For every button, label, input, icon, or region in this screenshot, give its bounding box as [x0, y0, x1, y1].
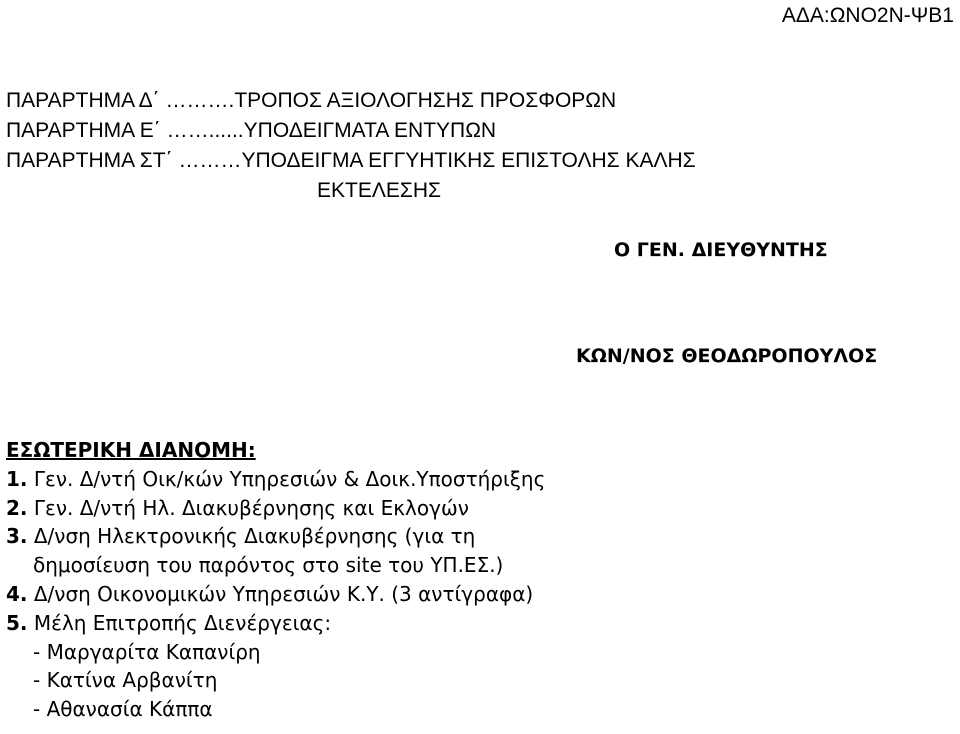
- distribution-item: [6, 609, 545, 638]
- ada-code: ΑΔΑ:ΩΝΟ2Ν-ΨΒ1: [781, 4, 954, 27]
- signature-name: ΚΩΝ/ΝΟΣ ΘΕΟΔΩΡΟΠΟΥΛΟΣ: [576, 345, 878, 367]
- committee-member: - Αθανασία Κάππα: [33, 697, 213, 722]
- distribution-item: [6, 494, 545, 523]
- item-number: 4.: [6, 581, 28, 606]
- item-text: Μέλη Επιτροπής Διενέργειας:: [33, 610, 332, 635]
- item-number: 2.: [6, 495, 28, 520]
- distribution-item: [6, 522, 545, 551]
- distribution-heading: ΕΣΩΤΕΡΙΚΗ ΔΙΑΝΟΜΗ:: [6, 438, 256, 462]
- signature-title: Ο ΓΕΝ. ΔΙΕΥΘΥΝΤΗΣ: [614, 239, 828, 261]
- annex-e: ΠΑΡΑΡΤΗΜΑ Ε΄ ……......ΥΠΟΔΕΙΓΜΑΤΑ ΕΝΤΥΠΩΝ: [6, 119, 497, 142]
- committee-member: - Κατίνα Αρβανίτη: [33, 668, 218, 693]
- item-number: 3.: [6, 524, 28, 549]
- annex-st-continuation: ΕΚΤΕΛΕΣΗΣ: [317, 179, 442, 202]
- item-text: Γεν. Δ/ντή Ηλ. Διακυβέρνησης και Εκλογών: [33, 495, 469, 520]
- item-number: 1.: [6, 466, 28, 491]
- committee-member: - Μαργαρίτα Καπανίρη: [33, 639, 261, 664]
- annex-d: ΠΑΡΑΡΤΗΜΑ Δ΄ ……….ΤΡΟΠΟΣ ΑΞΙΟΛΟΓΗΣΗΣ ΠΡΟΣΦΟΡΩΝ: [6, 89, 617, 112]
- item-text: Δ/νση Οικονομικών Υπηρεσιών Κ.Υ. (3 αντίγραφα): [33, 581, 534, 606]
- item-number: 5.: [6, 610, 28, 635]
- item-text: Γεν. Δ/ντή Οικ/κών Υπηρεσιών & Δοικ.Υποστήριξης: [33, 466, 546, 491]
- internal-distribution: [6, 436, 545, 724]
- item-text: Δ/νση Ηλεκτρονικής Διακυβέρνησης (για τη: [33, 524, 476, 549]
- distribution-item: [6, 580, 545, 609]
- annex-list: [6, 86, 696, 206]
- distribution-item: [6, 465, 545, 494]
- annex-st: ΠΑΡΑΡΤΗΜΑ ΣΤ΄ ………ΥΠΟΔΕΙΓΜΑ ΕΓΓΥΗΤΙΚΗΣ ΕΠΙΣΤΟΛΗΣ ΚΑΛΗΣ: [6, 149, 696, 172]
- item-continuation: δημοσίευση του παρόντος στο site του ΥΠ.ΕΣ.): [33, 553, 504, 578]
